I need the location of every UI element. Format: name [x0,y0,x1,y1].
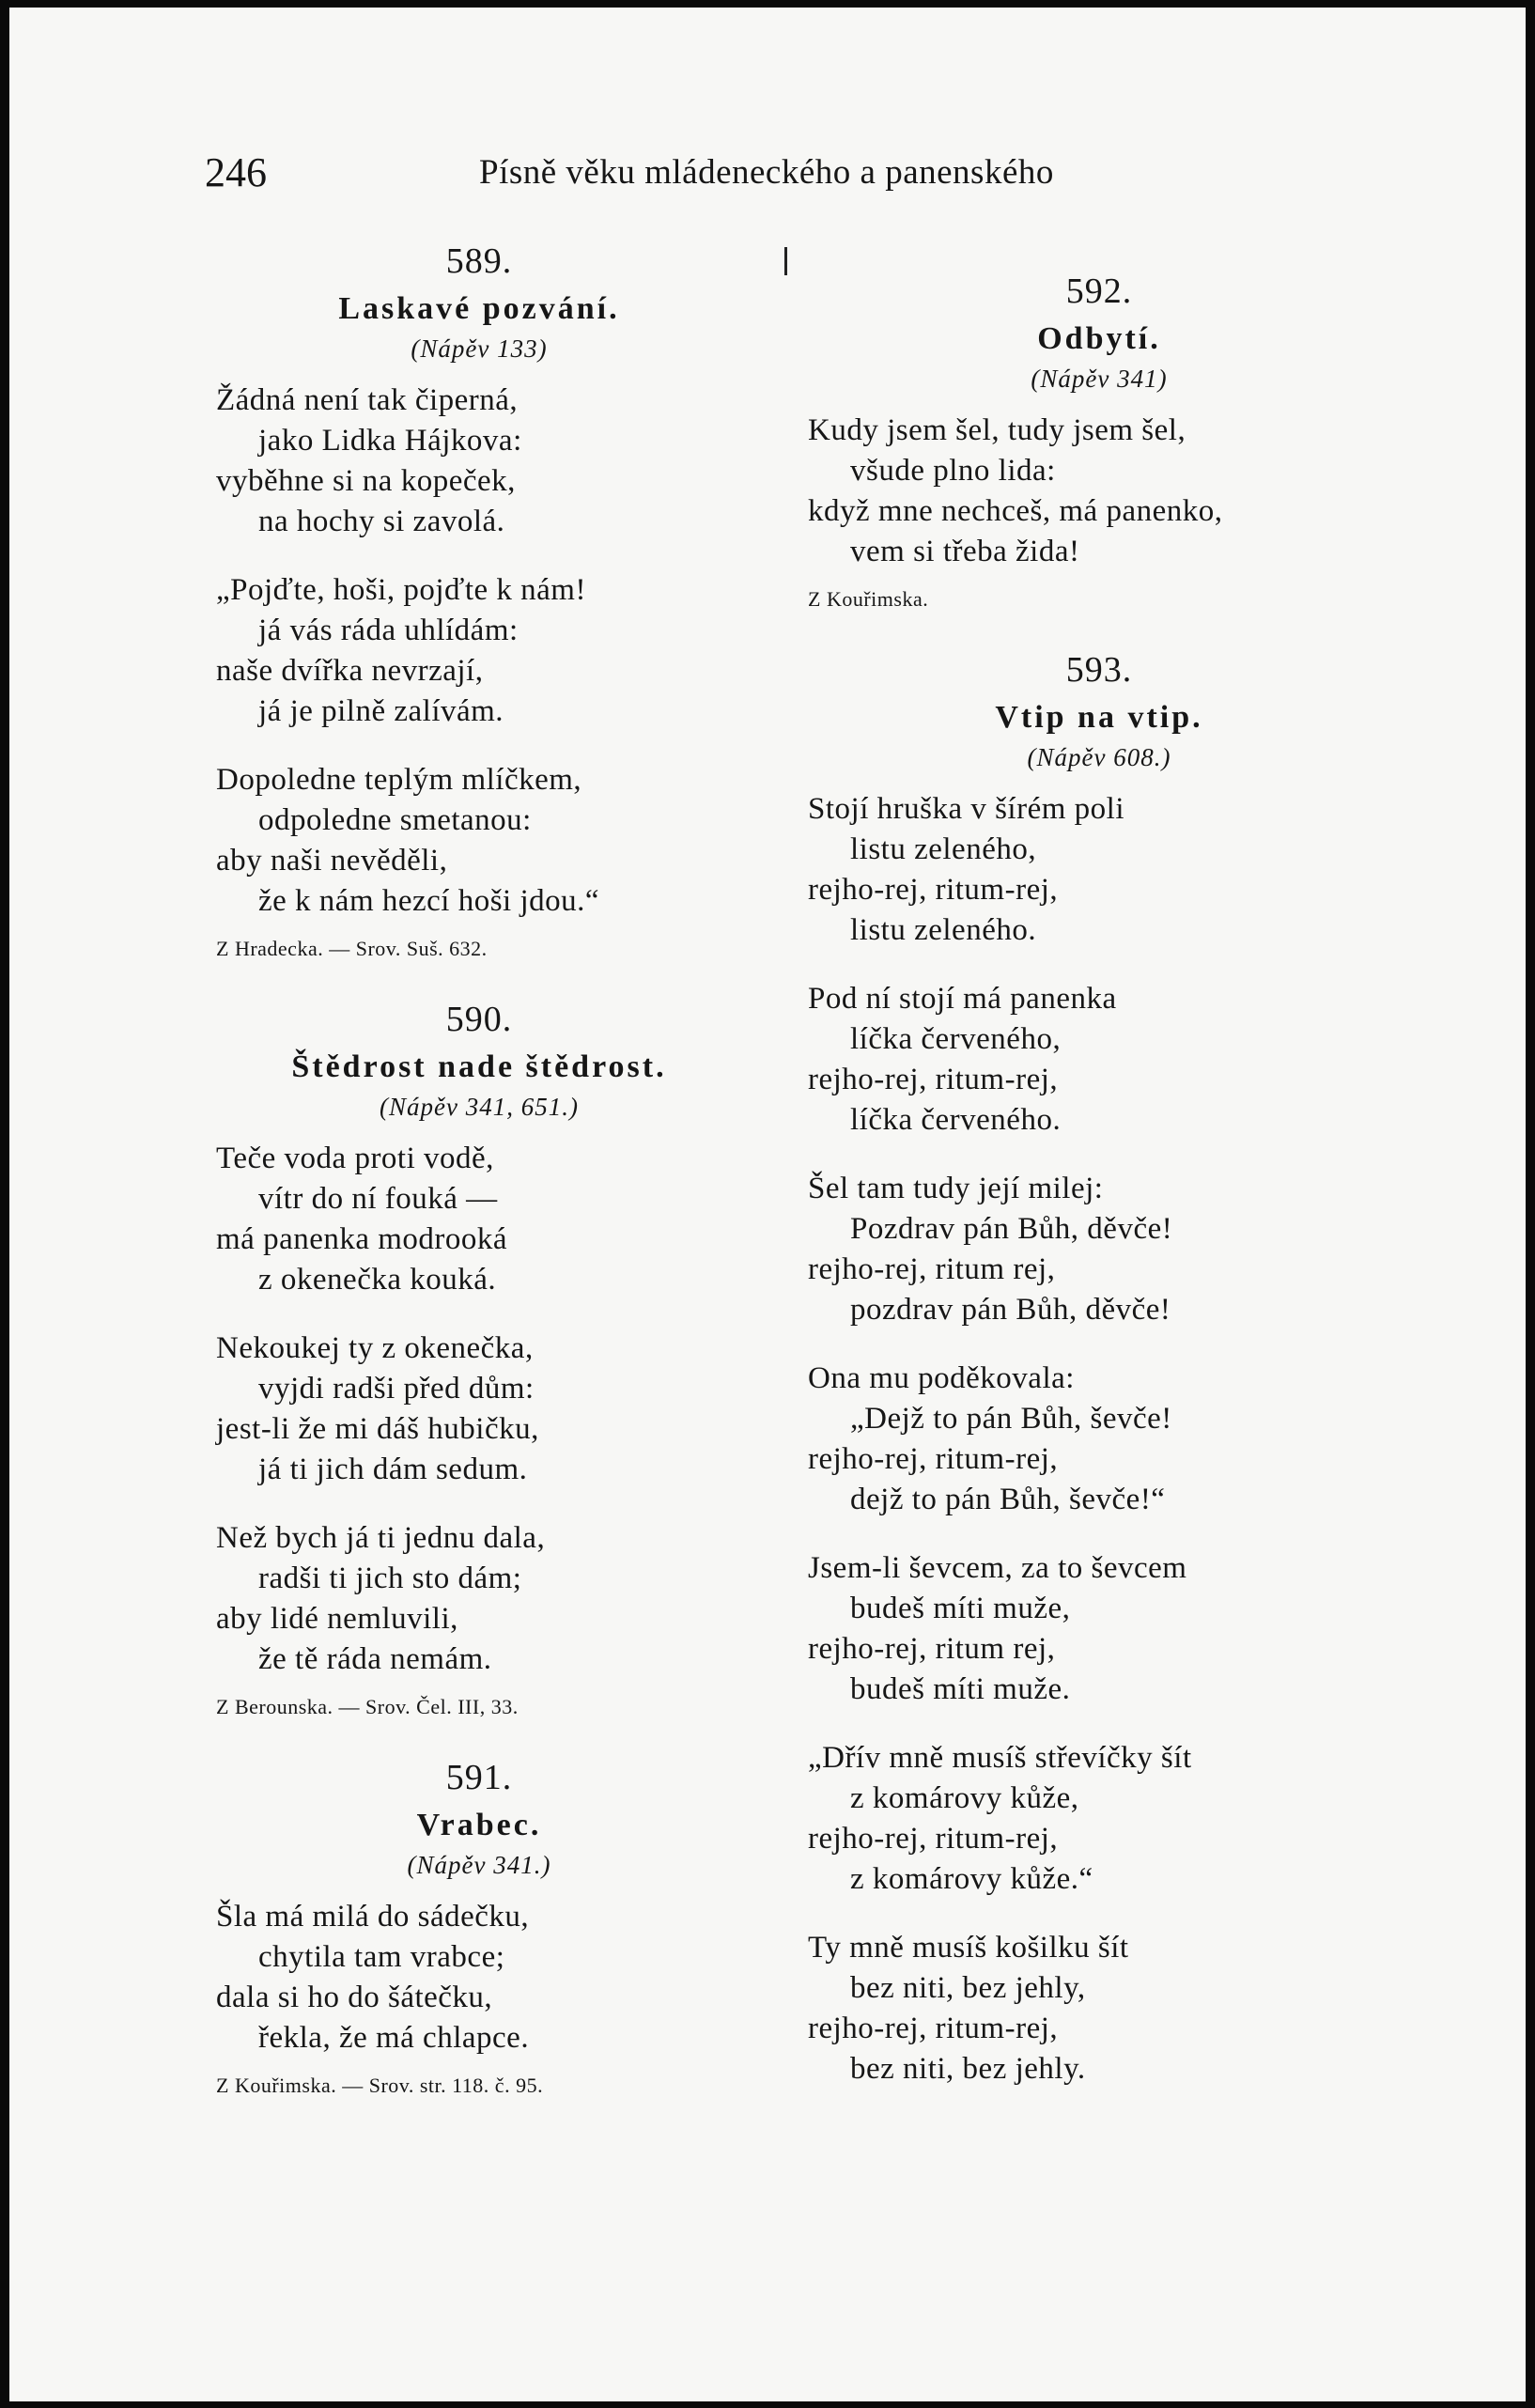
song-number: 589. [445,241,513,281]
verse-line: „Dřív mně musíš střevíčky šít [808,1741,1192,1775]
stanza [808,1928,1390,2090]
verse-line: Ty mně musíš košilku šít [808,1931,1129,1965]
stanza [808,789,1390,951]
verse-line: „Pojďte, hoši, pojďte k nám! [216,573,586,607]
song-title: Vtip na vtip. [995,700,1203,735]
song [808,649,1390,2090]
verse-line: „Dejž to pán Bůh, ševče! [850,1402,1172,1436]
running-title: Písně věku mládeneckého a panenského [479,153,1054,192]
song-number: 591. [445,1758,513,1797]
verse-line: z komárovy kůže, [850,1781,1079,1815]
verse-line: řekla, že má chlapce. [258,2021,530,2055]
verse-line: Kudy jsem šel, tudy jsem šel, [808,413,1186,447]
song [216,241,742,961]
verse-line: rejho-rej, ritum rej, [808,1252,1056,1286]
verse-line: vyjdi radši před dům: [258,1372,535,1406]
verse-line: rejho-rej, ritum-rej, [808,2012,1059,2045]
verse-line: má panenka modrooká [216,1222,508,1256]
verse-line: Stojí hruška v šírém poli [808,792,1124,826]
verse-line: vyběhne si na kopeček, [216,464,516,498]
stanza [216,570,742,732]
verse-line: aby lidé nemluvili, [216,1602,458,1636]
stanza [808,1738,1390,1900]
verse-line: když mne nechceš, má panenko, [808,494,1223,528]
verse-line: listu zeleného. [850,913,1037,947]
verse-line: rejho-rej, ritum-rej, [808,1063,1059,1096]
stanza [808,1169,1390,1330]
verse-line: listu zeleného, [850,832,1037,866]
stanza [808,1548,1390,1710]
stanza [216,1518,742,1680]
page-number: 246 [205,149,267,195]
song [216,999,742,1719]
stanza [216,1328,742,1490]
song [216,1757,742,2098]
verse-line: Ona mu poděkovala: [808,1361,1075,1395]
verse-line: rejho-rej, ritum rej, [808,1632,1056,1666]
verse-line: rejho-rej, ritum-rej, [808,873,1059,907]
verse-line: chytila tam vrabce; [258,1940,505,1974]
verse-line: Teče voda proti vodě, [216,1142,494,1175]
song-title: Vrabec. [416,1808,542,1842]
stanza [216,381,742,542]
song-tune: (Nápěv 608.) [1027,743,1171,771]
right-column [808,271,1390,2127]
column-divider [784,247,787,275]
verse-line: naše dvířka nevrzají, [216,654,484,688]
song-number: 592. [1065,272,1133,311]
verse-line: já ti jich dám sedum. [258,1453,528,1486]
verse-line: že k nám hezcí hoši jdou.“ [258,884,600,918]
verse-line: Pod ní stojí má panenka [808,982,1117,1016]
song-title: Štědrost nade štědrost. [291,1049,667,1084]
verse-line: z okenečka kouká. [258,1263,497,1297]
verse-line: dejž to pán Bůh, ševče!“ [850,1483,1166,1516]
verse-line: vítr do ní fouká — [258,1182,498,1216]
verse-line: Než bych já ti jednu dala, [216,1521,546,1555]
verse-line: Dopoledne teplým mlíčkem, [216,763,582,797]
stanza [808,1359,1390,1520]
verse-line: pozdrav pán Bůh, děvče! [850,1293,1171,1327]
verse-line: Pozdrav pán Bůh, děvče! [850,1212,1173,1246]
song-source: Z Kouřimska. [808,587,929,611]
verse-line: radši ti jich sto dám; [258,1561,522,1595]
song-source: Z Hradecka. — Srov. Suš. 632. [216,937,488,960]
song [808,271,1390,612]
verse-line: bez niti, bez jehly, [850,1971,1086,2005]
song-tune: (Nápěv 341, 651.) [380,1093,579,1121]
verse-line: odpoledne smetanou: [258,803,532,837]
verse-line: budeš míti muže. [850,1672,1071,1706]
song-number: 593. [1065,650,1133,690]
verse-line: budeš míti muže, [850,1592,1071,1625]
verse-line: jako Lidka Hájkova: [258,424,522,458]
song-title: Laskavé pozvání. [338,291,620,326]
song-tune: (Nápěv 341.) [407,1851,551,1879]
stanza [216,1897,742,2058]
left-column [216,241,742,2136]
book-page [9,8,1526,2401]
song-source: Z Kouřimska. — Srov. str. 118. č. 95. [216,2074,544,2097]
verse-line: aby naši nevěděli, [216,844,448,878]
verse-line: bez niti, bez jehly. [850,2052,1086,2086]
stanza [216,760,742,922]
verse-line: líčka červeného, [850,1022,1062,1056]
verse-line: Šla má milá do sádečku, [216,1900,530,1934]
verse-line: jest-li že mi dáš hubičku, [216,1412,539,1446]
verse-line: vem si třeba žida! [850,535,1080,568]
song-tune: (Nápěv 133) [411,334,548,363]
verse-line: rejho-rej, ritum-rej, [808,1442,1059,1476]
song-source: Z Berounska. — Srov. Čel. III, 33. [216,1695,519,1718]
verse-line: rejho-rej, ritum-rej, [808,1822,1059,1856]
verse-line: z komárovy kůže.“ [850,1862,1093,1896]
verse-line: na hochy si zavolá. [258,505,505,538]
verse-line: já je pilně zalívám. [258,694,504,728]
verse-line: Žádná není tak čiperná, [216,383,519,417]
song-tune: (Nápěv 341) [1031,365,1168,393]
stanza [808,411,1390,572]
verse-line: Jsem-li ševcem, za to ševcem [808,1551,1187,1585]
page-header [9,148,1526,205]
verse-line: že tě ráda nemám. [258,1642,492,1676]
verse-line: dala si ho do šátečku, [216,1981,493,2014]
verse-line: Nekoukej ty z okenečka, [216,1331,534,1365]
stanza [216,1139,742,1300]
verse-line: líčka červeného. [850,1103,1062,1137]
song-title: Odbytí. [1037,321,1161,356]
verse-line: Šel tam tudy její milej: [808,1172,1104,1205]
stanza [808,979,1390,1141]
verse-line: já vás ráda uhlídám: [258,614,519,647]
verse-line: všude plno lida: [850,454,1056,488]
song-number: 590. [445,1000,513,1039]
